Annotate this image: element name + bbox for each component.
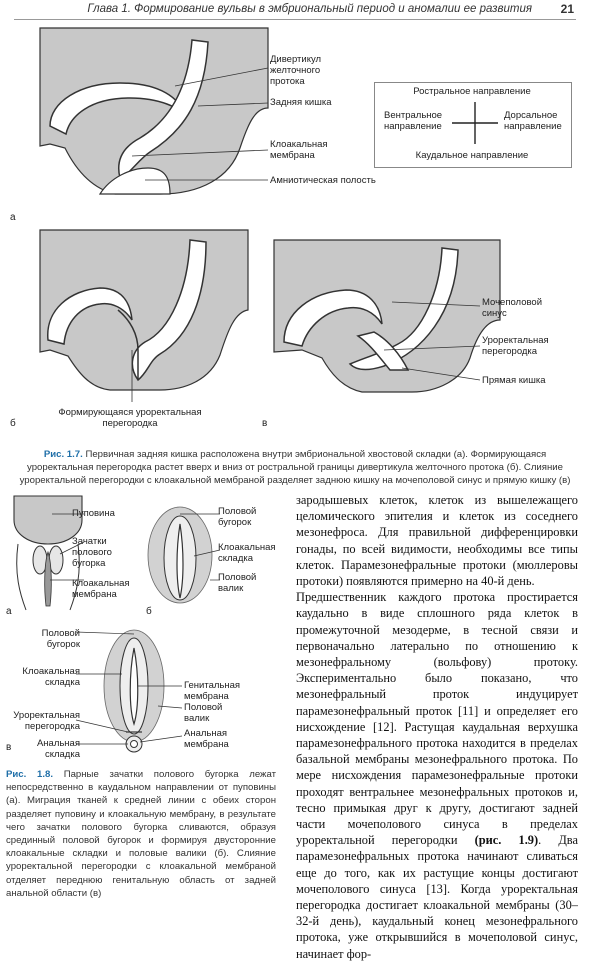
orientation-ventral: Вентральное направление	[384, 110, 443, 132]
body-paragraph-2-tail: . Два парамезонефральных протока начинают сливаться еще до того, как их растущие концы достигают мочеполового синуса [13]. Когда уроректальная перегородка достигает клоакальной мембраны (30–32-й день), каудальный конец мезонефрального протока, уже открывшийся в мочеполовой синус, начинает фор-	[296, 833, 578, 961]
fig17-panel-a-drawing	[20, 28, 270, 198]
fig18c-label-anal-fold: Анальная складка	[36, 738, 80, 760]
fig17a-label-diverticulum: Дивертикул желточного протока	[270, 54, 322, 87]
body-paragraph-2	[296, 589, 578, 962]
fig18a-label-cloacal: Клоакальная мембрана	[72, 578, 130, 600]
fig18-letter-b: б	[146, 606, 152, 617]
fig18c-label-septum: Уроректальная перегородка	[13, 710, 80, 732]
fig18-letter-c: в	[6, 742, 12, 753]
fig18c-anal-membrane	[131, 741, 138, 748]
body-fig-ref[interactable]: (рис. 1.9)	[474, 833, 539, 848]
fig18-caption-head: Рис. 1.8.	[6, 769, 53, 780]
fig18-panel-b-drawing	[140, 500, 230, 610]
page-header	[0, 0, 590, 19]
fig17-caption-text: Первичная задняя кишка расположена внутри эмбриональной хвостовой складки (а). Формирующаяся уроректальная перегородка растет вверх и вниз от ростральной границы дивертикула желточного протока (б). Слияние уроректальной перегородки с клоакальной мембраной разделяет заднюю кишку на мочеполовой синус и прямую кишку (в)	[19, 449, 571, 487]
body-paragraph-1: зародышевых клеток, клеток из вышележащего целомического эпителия и клеток из соседнего мезонефроса. Для правильной дифференцировки гонады, по всей видимости, необходимы все типы клеток. Парамезонефральные протоки (мюллеровы протоки) появляются примерно на 40-й день.	[296, 493, 578, 589]
fig17-panel-c-drawing	[272, 240, 502, 405]
fig17-caption	[14, 448, 576, 488]
fig18c-label-fold: Клоакальная складка	[22, 666, 80, 688]
fig17a-label-cloacal: Клоакальная мембрана	[270, 139, 328, 161]
fig18-panel-c-drawing	[98, 624, 182, 760]
orientation-rostral: Ростральное направление	[413, 86, 531, 97]
fig17-letter-b: б	[10, 418, 16, 429]
body-column	[296, 492, 578, 962]
orientation-caudal: Каудальное направление	[415, 150, 529, 161]
fig18b-label-fold: Клоакальная складка	[218, 542, 276, 564]
fig18-caption-text: Парные зачатки полового бугорка лежат непосредственно в каудальном направлении от пуповины (а). Миграция тканей к средней линии с обеих сторон разделяет пуповину и клоакальную мембрану, в результате чего зачатки полового бугорка сливаются, образуя срединный половой бугорок и формируя двусторонние клоакальные складки и половые валики (б). Слияние уроректальной перегородки с клоакальной мембраной отделяет переднюю генитальную область от задней анальной области (в)	[6, 769, 276, 899]
fig17a-label-amnion: Амниотическая полость	[270, 175, 376, 186]
fig17b-label-septum: Формирующаяся уроректальная перегородка	[58, 407, 202, 429]
fig18c-label-anal-membrane: Анальная мембрана	[184, 728, 229, 750]
fig18b-label-tubercle: Половой бугорок	[218, 506, 257, 528]
fig18c-label-ridge: Половой валик	[184, 702, 223, 724]
fig17-panel-b-drawing	[20, 230, 250, 405]
fig18c-label-tubercle: Половой бугорок	[41, 628, 80, 650]
fig18a-label-navel: Пуповина	[72, 508, 115, 519]
fig18-caption	[6, 768, 276, 900]
page-number: 21	[560, 2, 574, 16]
fig17c-label-sinus: Мочеполовой синус	[482, 297, 543, 319]
orientation-dorsal: Дорсальное направление	[504, 110, 562, 132]
fig17-letter-a: а	[10, 212, 16, 223]
header-rule	[14, 19, 576, 20]
fig17a-label-hindgut: Задняя кишка	[270, 97, 332, 108]
fig18b-label-ridge: Половой валик	[218, 572, 257, 594]
fig18-letter-a: а	[6, 606, 12, 617]
fig17c-label-septum: Уроректальная перегородка	[482, 335, 549, 357]
fig17c-label-rectum: Прямая кишка	[482, 375, 546, 386]
orientation-cross	[450, 100, 500, 146]
fig18a-label-genital: Зачатки полового бугорка	[72, 536, 112, 569]
chapter-title: Глава 1. Формирование вульвы в эмбриональный период и аномалии ее развития	[87, 3, 532, 15]
fig17-letter-c: в	[262, 418, 268, 429]
body-paragraph-2-main: Предшественник каждого протока простирается каудально в виде сплошного ряда клеток в промежуточной мезодерме, в тесной связи и первоначально латерально по отношению к мезонефральному (вольфову) протоку. Экспериментально было показано, что мезонефральный проток индуцирует парамезонефральный проток [11] и определяет его нисхождение [12]. Растущая каудальная верхушка парамезонефрального протока находится в пределах базальной мембраны мезонефрального протока. По мере нисхождения парамезонефральные протоки проходят вентральнее мезонефральных протоков и, тесно примыкая друг к другу, достигают задней части мочеполового синуса в пределах уроректальной перегородки	[296, 590, 578, 848]
fig18c-label-genital-membrane: Генитальная мембрана	[184, 680, 241, 702]
fig17-caption-head: Рис. 1.7.	[43, 449, 83, 460]
